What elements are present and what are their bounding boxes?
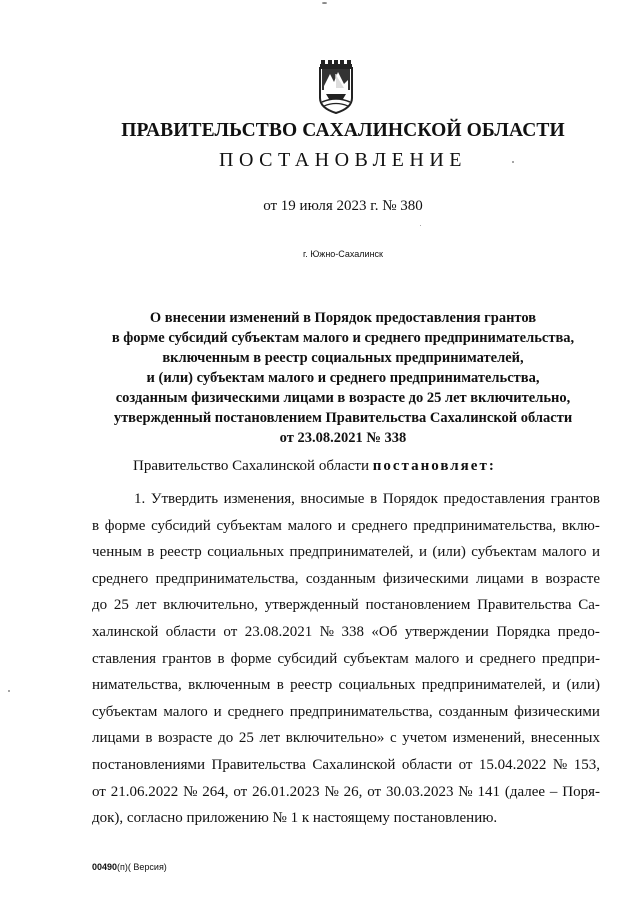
scan-speck xyxy=(512,161,514,163)
word: предпринимателей, xyxy=(421,677,546,694)
word: включительно» xyxy=(285,730,385,747)
word: Правительства xyxy=(211,756,306,773)
paragraph-line xyxy=(92,779,600,806)
word: в xyxy=(276,677,284,694)
word: среднего xyxy=(92,570,149,587)
word: 264, xyxy=(202,783,229,800)
word: и xyxy=(418,544,427,561)
word: лет xyxy=(135,597,157,614)
word: внесенных xyxy=(530,730,600,747)
word: среднего xyxy=(479,650,536,667)
word: Са- xyxy=(578,597,600,614)
word: предпринимательства, xyxy=(155,570,299,587)
word: и xyxy=(591,544,600,561)
word: изменений, xyxy=(452,730,526,747)
word: возрасте xyxy=(545,570,600,587)
word: социальных xyxy=(207,544,285,561)
word: с xyxy=(390,730,397,747)
word: в xyxy=(147,544,155,561)
document-city: г. Южно-Сахалинск xyxy=(303,249,383,259)
word: 25 xyxy=(113,597,129,614)
word: предоставления xyxy=(443,491,546,507)
word: 25 xyxy=(238,730,254,747)
paragraph-1 xyxy=(92,486,600,832)
word: реестр xyxy=(290,677,333,694)
word: утверждении xyxy=(404,623,489,640)
word: предпри- xyxy=(541,650,600,667)
word: Утвердить xyxy=(150,491,219,507)
word: Порядка xyxy=(496,623,551,640)
word: 26, xyxy=(343,783,363,800)
word: нимательства, xyxy=(92,677,182,694)
word: в xyxy=(217,650,225,667)
word: созданным xyxy=(305,570,376,587)
word: Порядок xyxy=(382,491,438,507)
paragraph-line xyxy=(92,539,600,566)
word: субъектам xyxy=(471,544,537,561)
paragraph-line xyxy=(92,619,600,646)
word: учетом xyxy=(402,730,448,747)
paragraph-line xyxy=(92,513,600,540)
word: предпринимательства, xyxy=(289,703,433,720)
word: от xyxy=(223,623,238,640)
word: лицами xyxy=(92,730,140,747)
word: в xyxy=(92,517,100,534)
word: Поря- xyxy=(562,783,600,800)
word: в xyxy=(145,730,153,747)
word: 141 xyxy=(477,783,500,800)
word: № xyxy=(458,783,473,800)
subject-line: в форме субсидий субъектам малого и среднего предпринимательства, xyxy=(111,330,575,346)
word: вносимые xyxy=(300,491,365,507)
subject-line: и (или) субъектам малого и среднего предпринимательства, xyxy=(146,370,540,386)
paragraph-line xyxy=(92,672,600,699)
word: включенным xyxy=(188,677,271,694)
word: вклю- xyxy=(561,517,600,534)
word: до xyxy=(92,597,108,614)
word: от xyxy=(233,783,248,800)
word: субъектам xyxy=(92,703,158,720)
word: изменения, xyxy=(223,491,295,507)
word: области xyxy=(401,756,453,773)
paragraph-line xyxy=(92,592,600,619)
word: форме xyxy=(104,517,146,534)
paragraph-line xyxy=(92,725,600,752)
word: физическими xyxy=(382,570,469,587)
subject-line: включенным в реестр социальных предпринимателей, xyxy=(162,350,524,366)
word: до xyxy=(218,730,234,747)
paragraph-line xyxy=(92,566,600,593)
word: малого xyxy=(414,650,460,667)
paragraph-line xyxy=(92,752,600,779)
government-name: ПРАВИТЕЛЬСТВО САХАЛИНСКОЙ ОБЛАСТИ xyxy=(121,120,565,141)
word: физическими xyxy=(514,703,600,720)
word: лицами xyxy=(476,570,524,587)
word: и xyxy=(213,703,222,720)
document-subject xyxy=(0,308,640,448)
word: реестр xyxy=(159,544,202,561)
word: 26.01.2023 xyxy=(252,783,320,800)
word: субъектам xyxy=(343,650,409,667)
word: созданным xyxy=(438,703,509,720)
word: – xyxy=(549,783,558,800)
word: № xyxy=(324,783,339,800)
word: ченным xyxy=(92,544,142,561)
preamble-emphasis: постановляет: xyxy=(372,458,496,474)
word: халинской xyxy=(92,623,159,640)
word: 30.03.2023 xyxy=(385,783,454,800)
word: субсидий xyxy=(151,517,211,534)
word: от xyxy=(367,783,382,800)
word: малого xyxy=(542,544,587,561)
footer-code-number: 00490 xyxy=(92,862,118,872)
preamble xyxy=(133,458,496,475)
paragraph-line: док), согласно приложению № 1 к настоящему постановлению. xyxy=(92,810,498,827)
word: включительно, xyxy=(163,597,259,614)
word: форме xyxy=(230,650,272,667)
word: Сахалинской xyxy=(312,756,396,773)
word: грантов xyxy=(550,491,600,507)
subject-line: созданным физическими лицами в возрасте до 25 лет включительно, xyxy=(115,390,571,406)
word: в xyxy=(370,491,378,507)
word: социальных xyxy=(338,677,416,694)
word: субсидий xyxy=(277,650,338,667)
word: среднего xyxy=(351,517,408,534)
word: от xyxy=(458,756,473,773)
footer-code xyxy=(92,862,167,872)
subject-line: утвержденный постановлением Правительства Сахалинской области xyxy=(113,410,573,426)
document-date-number: от 19 июля 2023 г. № 380 xyxy=(263,198,423,214)
word: (или) xyxy=(566,677,600,694)
word: и xyxy=(552,677,561,694)
sakhalin-coat-of-arms-icon xyxy=(318,60,354,114)
word: № xyxy=(183,783,198,800)
word: № xyxy=(319,623,334,640)
word: предо- xyxy=(557,623,600,640)
word: предпринимателей, xyxy=(289,544,414,561)
word: Правительства xyxy=(477,597,572,614)
word: 1. xyxy=(134,491,146,507)
subject-line: О внесении изменений в Порядок предоставления грантов xyxy=(149,310,537,326)
paragraph-line xyxy=(92,646,600,673)
document-type: ПОСТАНОВЛЕНИЕ xyxy=(219,149,467,171)
word: среднего xyxy=(227,703,284,720)
footer-code-suffix: (п)( Версия) xyxy=(117,862,167,872)
word: субъектам xyxy=(216,517,282,534)
word: «Об xyxy=(371,623,398,640)
word: 23.08.2021 xyxy=(244,623,313,640)
word: от xyxy=(92,783,106,800)
word: малого xyxy=(287,517,333,534)
word: ставления xyxy=(92,650,157,667)
scan-speck xyxy=(420,225,421,226)
word: постановлениями xyxy=(92,756,205,773)
word: области xyxy=(165,623,216,640)
word: и xyxy=(465,650,474,667)
subject-line: от 23.08.2021 № 338 xyxy=(279,430,407,446)
scan-speck xyxy=(322,2,327,4)
word: постановлением xyxy=(365,597,471,614)
word: и xyxy=(337,517,346,534)
word: (или) xyxy=(432,544,466,561)
word: возрасте xyxy=(158,730,213,747)
word: № xyxy=(552,756,568,773)
word: 338 xyxy=(341,623,364,640)
word: утвержденный xyxy=(264,597,359,614)
word: 21.06.2022 xyxy=(110,783,179,800)
paragraph-line xyxy=(92,486,600,513)
word: 153, xyxy=(573,756,600,773)
paragraph-line xyxy=(92,699,600,726)
word: грантов xyxy=(162,650,212,667)
word: (далее xyxy=(504,783,546,800)
word: малого xyxy=(163,703,208,720)
word: 15.04.2022 xyxy=(478,756,547,773)
preamble-text: Правительство Сахалинской области xyxy=(133,458,373,474)
word: предпринимательства, xyxy=(413,517,557,534)
scan-speck xyxy=(8,690,10,692)
word: лет xyxy=(259,730,281,747)
word: в xyxy=(531,570,539,587)
